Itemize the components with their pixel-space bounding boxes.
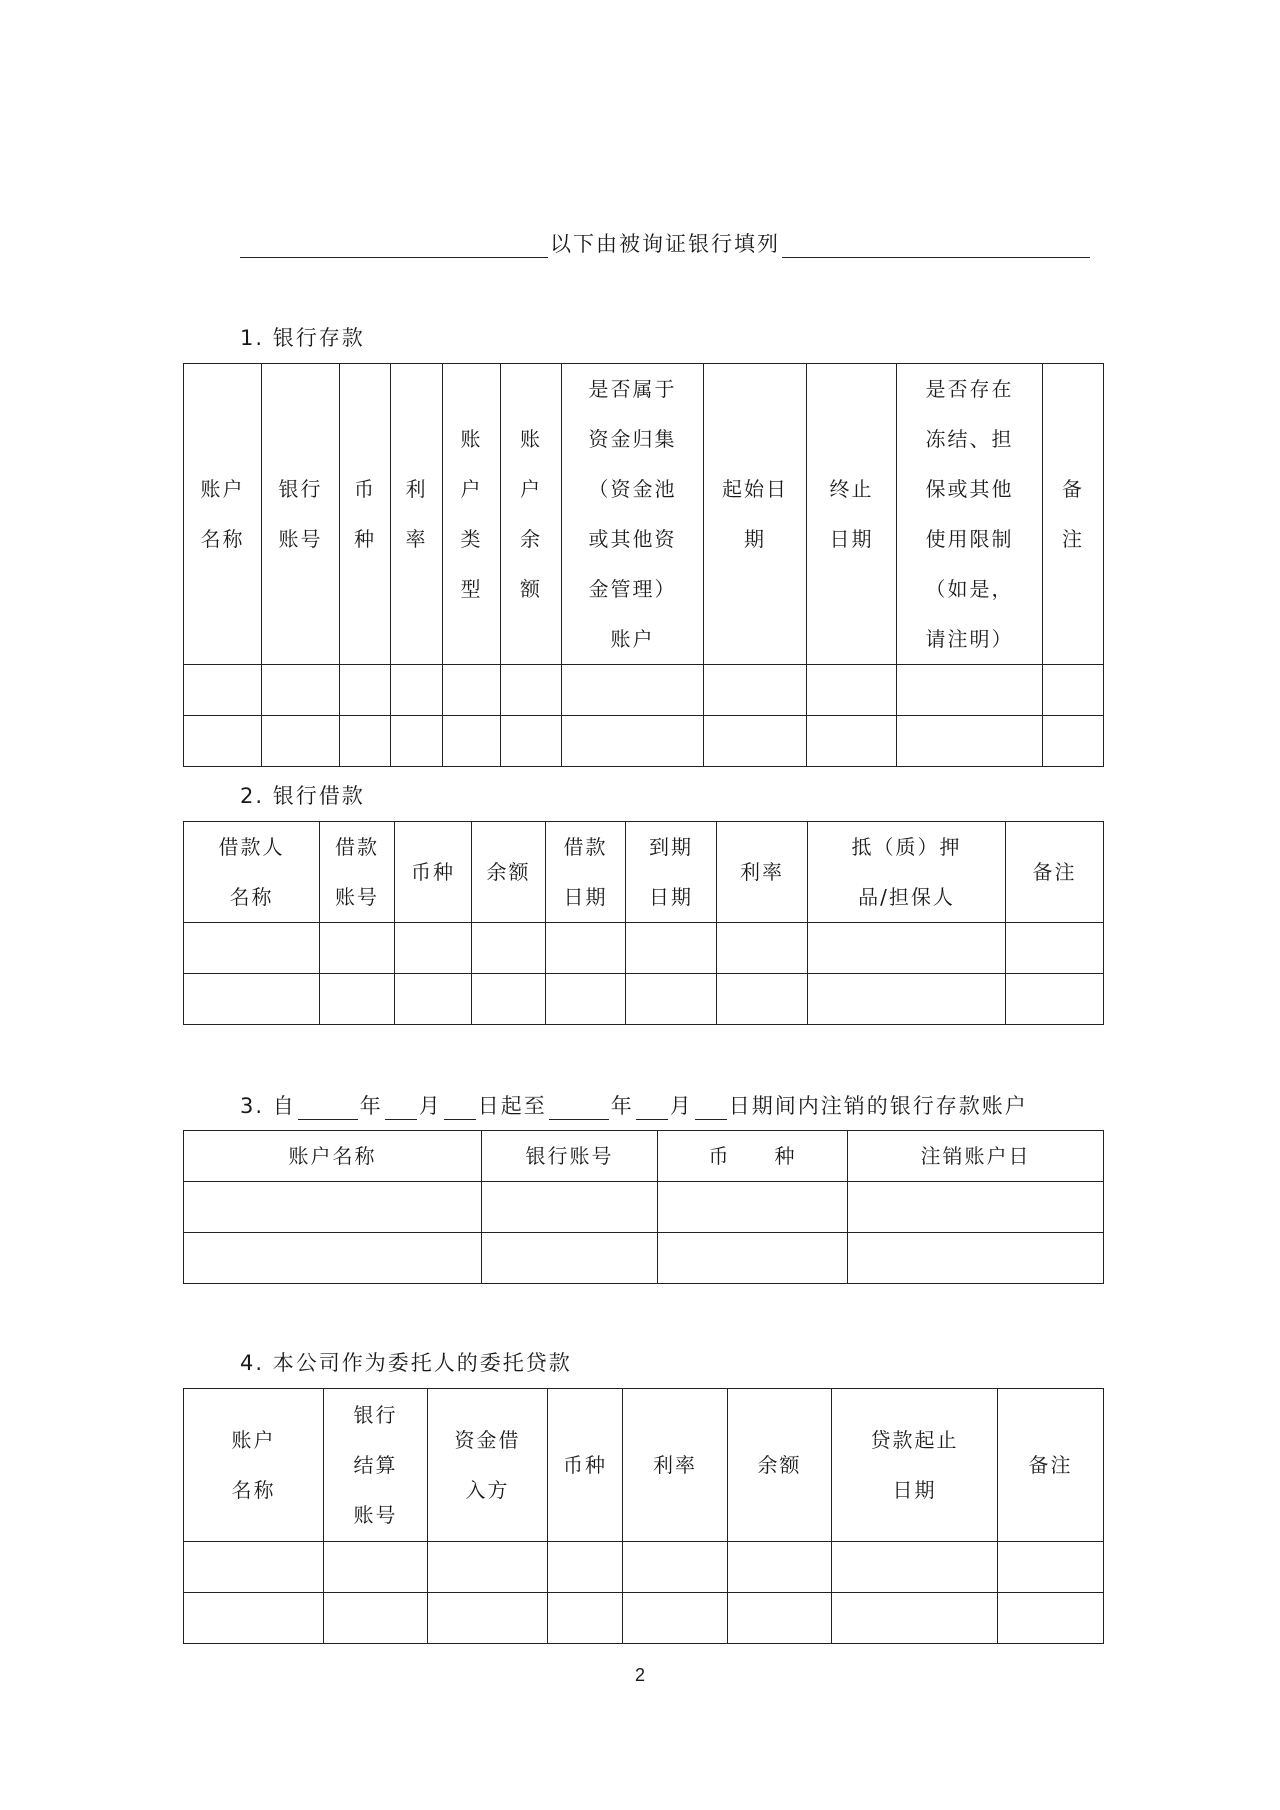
column-header: 借款账号	[320, 822, 395, 923]
column-header: 币种	[340, 364, 391, 665]
column-header: 银行结算账号	[324, 1389, 428, 1542]
input-cell[interactable]	[184, 1542, 324, 1593]
page-number: 2	[634, 1665, 645, 1685]
input-cell[interactable]	[1043, 665, 1104, 716]
column-header: 币种	[548, 1389, 623, 1542]
day-blank[interactable]	[444, 1099, 476, 1120]
column-header: 是否属于资金归集（资金池或其他资金管理）账户	[562, 364, 704, 665]
input-cell[interactable]	[1043, 716, 1104, 767]
input-cell[interactable]	[472, 974, 546, 1025]
input-cell[interactable]	[562, 716, 704, 767]
column-header: 利率	[623, 1389, 728, 1542]
input-cell[interactable]	[443, 716, 501, 767]
input-cell[interactable]	[704, 665, 807, 716]
month-blank[interactable]	[636, 1099, 668, 1120]
input-cell[interactable]	[184, 1233, 482, 1284]
input-cell[interactable]	[626, 974, 717, 1025]
column-header: 账户名称	[184, 1131, 482, 1182]
table-row	[184, 665, 1104, 716]
column-header: 账户名称	[184, 364, 262, 665]
input-cell[interactable]	[717, 974, 808, 1025]
column-header: 利率	[391, 364, 443, 665]
column-header: 账户类型	[443, 364, 501, 665]
input-cell[interactable]	[395, 923, 472, 974]
column-header: 银行账号	[262, 364, 340, 665]
input-cell[interactable]	[340, 665, 391, 716]
bank-deposit-table	[183, 363, 1104, 767]
table-row	[184, 1593, 1104, 1644]
input-cell[interactable]	[501, 665, 562, 716]
input-cell[interactable]	[807, 716, 897, 767]
table-row	[184, 1182, 1104, 1233]
input-cell[interactable]	[548, 1542, 623, 1593]
column-header: 备注	[998, 1389, 1104, 1542]
input-cell[interactable]	[626, 923, 717, 974]
input-cell[interactable]	[428, 1542, 548, 1593]
column-header: 银行账号	[482, 1131, 658, 1182]
column-header: 备注	[1043, 364, 1104, 665]
column-header: 借款日期	[546, 822, 626, 923]
header-rule-right	[782, 239, 1090, 258]
input-cell[interactable]	[443, 665, 501, 716]
input-cell[interactable]	[1006, 974, 1104, 1025]
input-cell[interactable]	[482, 1233, 658, 1284]
input-cell[interactable]	[262, 716, 340, 767]
table-row	[184, 974, 1104, 1025]
input-cell[interactable]	[728, 1542, 832, 1593]
column-header: 注销账户日	[848, 1131, 1104, 1182]
column-header: 起始日期	[704, 364, 807, 665]
input-cell[interactable]	[807, 665, 897, 716]
input-cell[interactable]	[501, 716, 562, 767]
column-header: 终止日期	[807, 364, 897, 665]
year-blank[interactable]	[549, 1099, 609, 1120]
input-cell[interactable]	[562, 665, 704, 716]
closed-accounts-table	[183, 1130, 1104, 1284]
header-text: 以下由被询证银行填列	[550, 232, 780, 256]
table-header-row	[184, 822, 1104, 923]
section-header	[240, 228, 1090, 258]
input-cell[interactable]	[728, 1593, 832, 1644]
year-blank[interactable]	[298, 1099, 358, 1120]
input-cell[interactable]	[832, 1542, 998, 1593]
column-header: 账户余额	[501, 364, 562, 665]
section-2-title: 2. 银行借款	[240, 784, 365, 808]
bank-loan-table	[183, 821, 1104, 1025]
input-cell[interactable]	[391, 665, 443, 716]
column-header: 余额	[472, 822, 546, 923]
input-cell[interactable]	[546, 923, 626, 974]
input-cell[interactable]	[623, 1542, 728, 1593]
input-cell[interactable]	[998, 1593, 1104, 1644]
column-header: 备注	[1006, 822, 1104, 923]
input-cell[interactable]	[184, 716, 262, 767]
table-row	[184, 716, 1104, 767]
table-row	[184, 1233, 1104, 1284]
column-header: 抵（质）押品/担保人	[808, 822, 1006, 923]
input-cell[interactable]	[548, 1593, 623, 1644]
table-header-row	[184, 1389, 1104, 1542]
input-cell[interactable]	[658, 1182, 848, 1233]
entrusted-loan-table	[183, 1388, 1104, 1644]
input-cell[interactable]	[320, 974, 395, 1025]
header-rule-left	[240, 239, 548, 258]
column-header: 币 种	[658, 1131, 848, 1182]
column-header: 账户名称	[184, 1389, 324, 1542]
month-blank[interactable]	[385, 1099, 417, 1120]
column-header: 资金借入方	[428, 1389, 548, 1542]
table-row	[184, 923, 1104, 974]
input-cell[interactable]	[717, 923, 808, 974]
input-cell[interactable]	[808, 974, 1006, 1025]
input-cell[interactable]	[658, 1233, 848, 1284]
input-cell[interactable]	[897, 665, 1043, 716]
input-cell[interactable]	[998, 1542, 1104, 1593]
section-4-title: 4. 本公司作为委托人的委托贷款	[240, 1351, 572, 1375]
input-cell[interactable]	[184, 1182, 482, 1233]
column-header: 是否存在冻结、担保或其他使用限制（如是，请注明）	[897, 364, 1043, 665]
input-cell[interactable]	[832, 1593, 998, 1644]
input-cell[interactable]	[184, 974, 320, 1025]
input-cell[interactable]	[262, 665, 340, 716]
table-row	[184, 1542, 1104, 1593]
column-header: 币种	[395, 822, 472, 923]
column-header: 余额	[728, 1389, 832, 1542]
input-cell[interactable]	[391, 716, 443, 767]
table-header-row	[184, 1131, 1104, 1182]
input-cell[interactable]	[472, 923, 546, 974]
day-blank[interactable]	[695, 1099, 727, 1120]
input-cell[interactable]	[897, 716, 1043, 767]
input-cell[interactable]	[184, 665, 262, 716]
input-cell[interactable]	[808, 923, 1006, 974]
section-1-title: 1. 银行存款	[240, 326, 365, 350]
section-3-title: 3. 自 年 月 日起至 年 月 日期间内注销的银行存款账户	[240, 1094, 1028, 1118]
input-cell[interactable]	[546, 974, 626, 1025]
input-cell[interactable]	[324, 1542, 428, 1593]
input-cell[interactable]	[704, 716, 807, 767]
column-header: 贷款起止日期	[832, 1389, 998, 1542]
input-cell[interactable]	[184, 923, 320, 974]
input-cell[interactable]	[320, 923, 395, 974]
input-cell[interactable]	[324, 1593, 428, 1644]
input-cell[interactable]	[395, 974, 472, 1025]
input-cell[interactable]	[623, 1593, 728, 1644]
column-header: 借款人名称	[184, 822, 320, 923]
input-cell[interactable]	[184, 1593, 324, 1644]
input-cell[interactable]	[428, 1593, 548, 1644]
input-cell[interactable]	[848, 1182, 1104, 1233]
input-cell[interactable]	[1006, 923, 1104, 974]
column-header: 到期日期	[626, 822, 717, 923]
table-header-row	[184, 364, 1104, 665]
column-header: 利率	[717, 822, 808, 923]
input-cell[interactable]	[482, 1182, 658, 1233]
input-cell[interactable]	[848, 1233, 1104, 1284]
input-cell[interactable]	[340, 716, 391, 767]
